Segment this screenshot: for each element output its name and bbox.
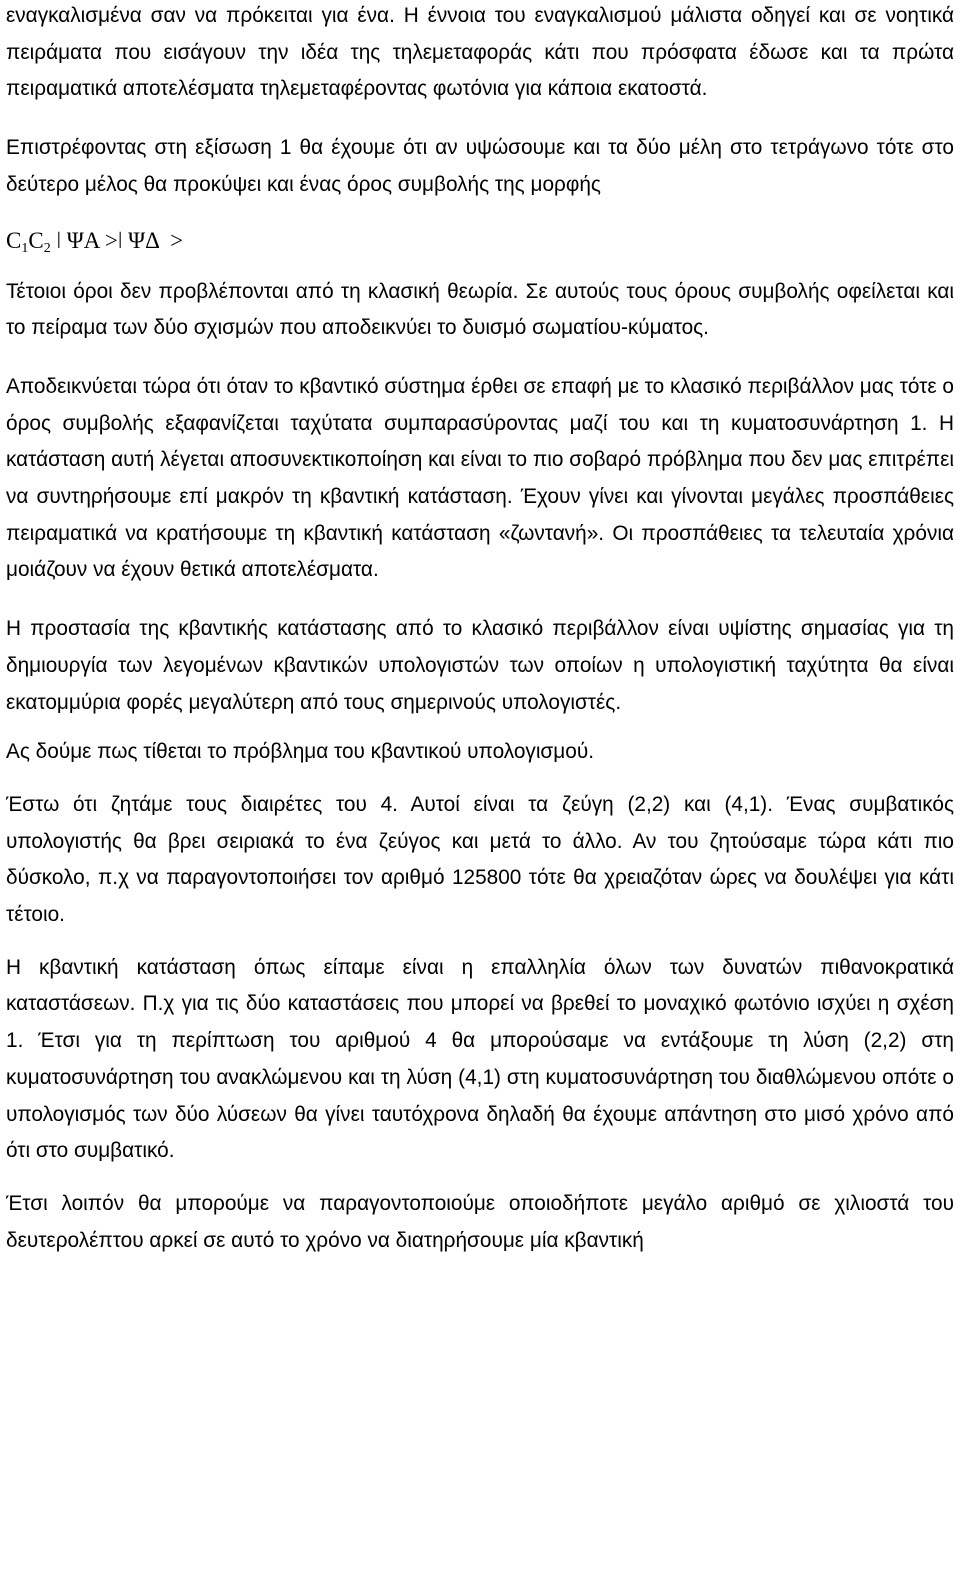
paragraph: εναγκαλισμένα σαν να πρόκειται για ένα. Η έννοια του εναγκαλισμού μάλιστα οδηγεί και σε νοητικά πειράματα που εισάγουν την ιδέα της τηλεμεταφοράς κάτι που πρόσφατα έδωσε και τα πρώτα πειραματικά αποτελέσματα τηλεμεταφέροντας φωτόνια για κάποια εκατοστά.: [6, 4, 954, 101]
document-page: [6, 0, 954, 1259]
paragraph: Έτσι λοιπόν θα μπορούμε να παραγοντοποιούμε οποιοδήποτε μεγάλο αριθμό σε χιλιοστά του δευτερολέπτου αρκεί σε αυτό το χρόνο να διατηρήσουμε μία κβαντική: [6, 1191, 954, 1252]
paragraph: Η προστασία της κβαντικής κατάστασης από το κλασικό περιβάλλον είναι υψίστης σημασίας για τη δημιουργία των λεγομένων κβαντικών υπολογιστών των οποίων η υπολογιστική ταχύτητα θα είναι εκατομμύρια φορές μεγαλύτερη από τους σημερινούς υπολογιστές.: [6, 617, 954, 714]
paragraph: Αποδεικνύεται τώρα ότι όταν το κβαντικό σύστημα έρθει σε επαφή με το κλασικό περιβάλλον μας τότε ο όρος συμβολής εξαφανίζεται ταχύτατα συμπαρασύροντας μαζί του και τη κυματοσυνάρτηση 1. Η κατάσταση αυτή λέγεται αποσυνεκτικοποίηση και είναι το πιο σοβαρό πρόβλημα που δεν μας επιτρέπει να συντηρήσουμε επί μακρόν τη κβαντική κατάσταση. Έχουν γίνει και γίνονται μεγάλες προσπάθειες πειραματικά να κρατήσουμε τη κβαντική κατάσταση «ζωντανή». Οι προσπάθειες τα τελευταία χρόνια μοιάζουν να έχουν θετικά αποτελέσματα.: [6, 374, 954, 582]
interference-term-formula: $C_1C_2$ ǀ ΨΑ >ǀ ΨΔ >: [6, 227, 184, 256]
paragraph: Τέτοιοι όροι δεν προβλέπονται από τη κλασική θεωρία. Σε αυτούς τους όρους συμβολής οφείλεται και το πείραμα των δύο σχισμών που αποδεικνύει το δυισμό σωματίου-κύματος.: [6, 279, 954, 340]
paragraph: Έστω ότι ζητάμε τους διαιρέτες του 4. Αυτοί είναι τα ζεύγη (2,2) και (4,1). Ένας συμβατικός υπολογιστής θα βρει σειριακά το ένα ζεύγος και μετά το άλλο. Αν του ζητούσαμε τώρα κάτι πιο δύσκολο, π.χ να παραγοντοποιήσει τον αριθμό 125800 τότε θα χρειαζόταν ώρες να δουλέψει για κάτι τέτοιο.: [6, 792, 954, 927]
paragraph: Επιστρέφοντας στη εξίσωση 1 θα έχουμε ότι αν υψώσουμε και τα δύο μέλη στο τετράγωνο τότε στο δεύτερο μέλος θα προκύψει και ένας όρος συμβολής της μορφής: [6, 136, 954, 196]
paragraph: Ας δούμε πως τίθεται το πρόβλημα του κβαντικού υπολογισμού.: [6, 740, 594, 764]
paragraph: Η κβαντική κατάσταση όπως είπαμε είναι η επαλληλία όλων των δυνατών πιθανοκρατικά καταστάσεων. Π.χ για τις δύο καταστάσεις που μπορεί να βρεθεί το μοναχικό φωτόνιο ισχύει η σχέση 1. Έτσι για τη περίπτωση του αριθμού 4 θα μπορούσαμε να εντάξουμε τη λύση (2,2) στη κυματοσυνάρτηση του ανακλώμενου και τη λύση (4,1) στη κυματοσυνάρτηση του διαθλώμενου οπότε ο υπολογισμός των δύο λύσεων θα γίνει ταυτόχρονα δηλαδή θα έχουμε απάντηση στο μισό χρόνο από ότι στο συμβατικό.: [6, 955, 954, 1163]
